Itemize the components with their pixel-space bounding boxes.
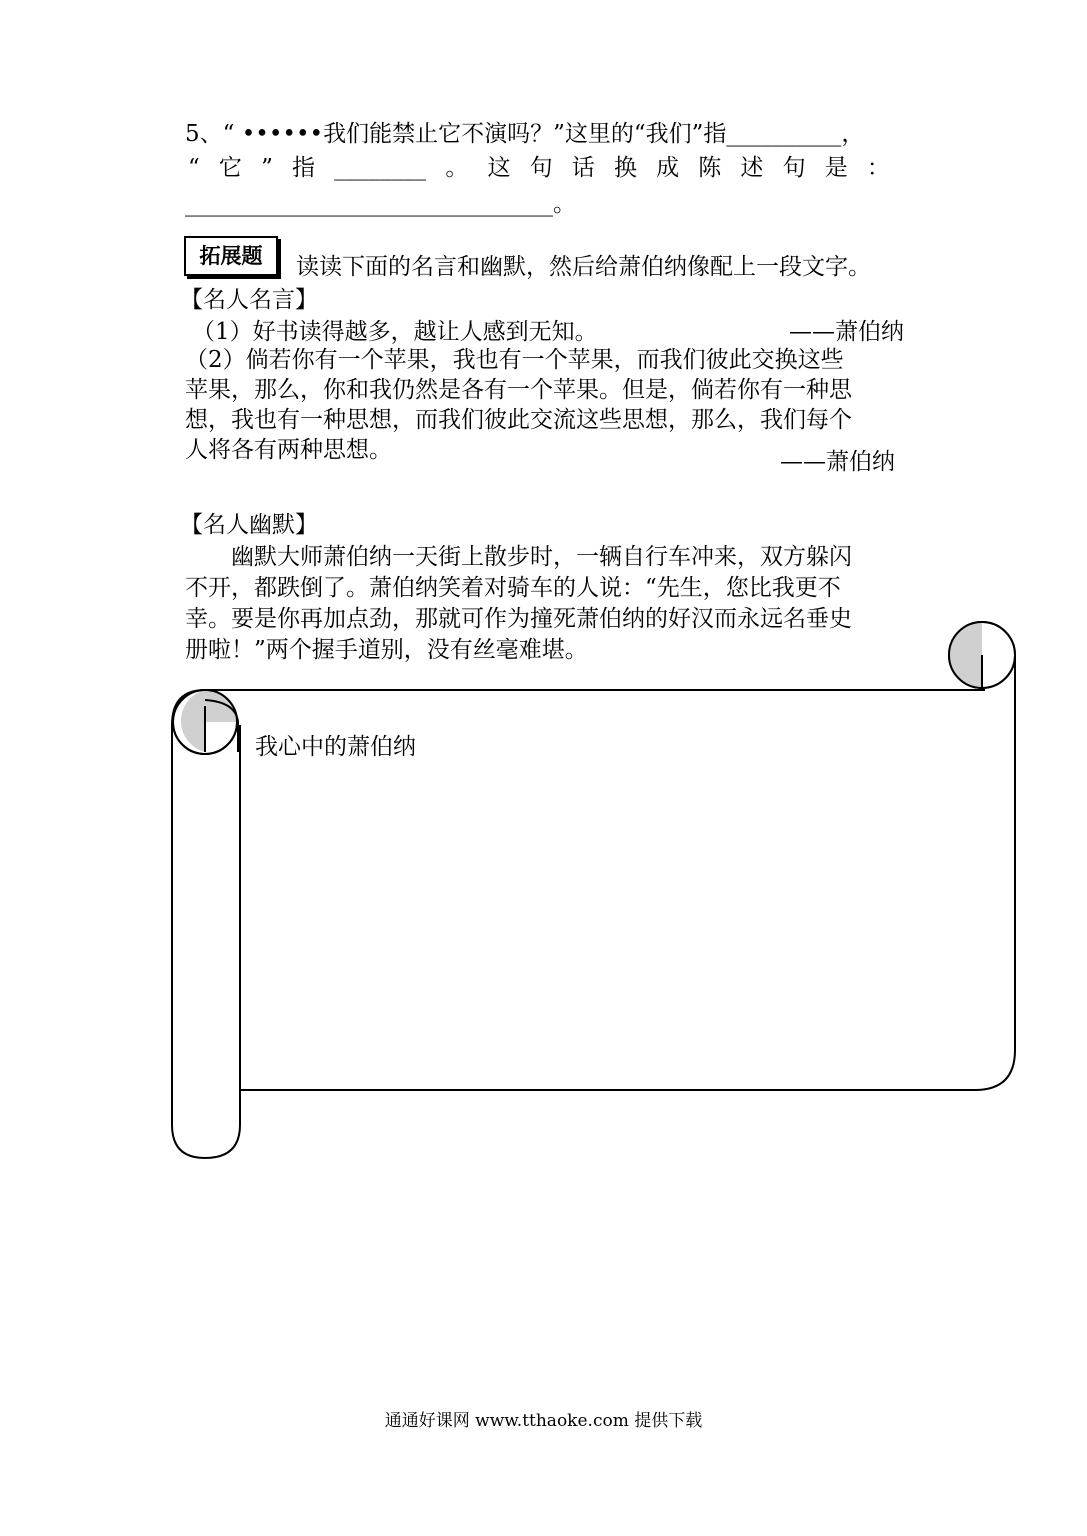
q5-blank: ________ xyxy=(334,155,427,181)
question-5-line-1: 5、“ ••••••我们能禁止它不演吗？”这里的“我们”指__________， xyxy=(185,121,865,147)
q5-char: 陈 xyxy=(698,155,722,181)
scroll-title: 我心中的萧伯纳 xyxy=(255,734,416,760)
question-5-line-3: ________________________________。 xyxy=(185,191,576,217)
scroll-right-edge xyxy=(240,655,1015,1090)
humor-line: 不开，都跌倒了。萧伯纳笑着对骑车的人说：“先生，您比我更不 xyxy=(185,575,841,601)
q5-char: 它 xyxy=(218,155,242,181)
quote-1-text: （1）好书读得越多，越让人感到无知。 xyxy=(192,319,598,345)
quote-1-attribution: ——萧伯纳 xyxy=(789,319,904,345)
q5-char: 指 xyxy=(292,155,315,181)
footer-source: 通通好课网 www.tthaoke.com 提供下载 xyxy=(384,1411,703,1431)
humor-line: 册啦！”两个握手道别，没有丝毫难堪。 xyxy=(185,637,588,663)
q5-char: 句 xyxy=(782,155,806,181)
q5-char: ： xyxy=(866,155,890,181)
q5-char: “ xyxy=(188,155,200,181)
scroll-right-curl-shade xyxy=(949,622,982,688)
q5-char: ” xyxy=(261,155,273,181)
humor-line: 幽默大师萧伯纳一天街上散步时，一辆自行车冲来，双方躲闪 xyxy=(185,544,852,570)
scroll-left-roll xyxy=(172,690,240,1158)
q5-char: 成 xyxy=(656,155,680,181)
q5-char: 换 xyxy=(613,155,637,181)
quote-2-line: 想，我也有一种思想，而我们彼此交流这些思想，那么，我们每个 xyxy=(185,407,852,433)
extension-badge: 拓展题 xyxy=(184,236,278,276)
humor-heading: 【名人幽默】 xyxy=(180,512,318,538)
quote-2-line: 人将各有两种思想。 xyxy=(185,437,392,463)
extension-instruction: 读读下面的名言和幽默，然后给萧伯纳像配上一段文字。 xyxy=(296,254,871,280)
quote-2-attribution: ——萧伯纳 xyxy=(780,449,895,475)
q5-char: 。 xyxy=(445,155,469,181)
quote-2-line: （2）倘若你有一个苹果，我也有一个苹果，而我们彼此交换这些 xyxy=(185,347,844,373)
q5-char: 这 xyxy=(487,155,511,181)
quotes-heading: 【名人名言】 xyxy=(180,287,318,313)
q5-char: 是 xyxy=(824,155,848,181)
q5-char: 话 xyxy=(571,155,595,181)
q5-char: 句 xyxy=(529,155,553,181)
q5-char: 述 xyxy=(740,155,764,181)
quote-2-line: 苹果，那么，你和我仍然是各有一个苹果。但是，倘若你有一种思 xyxy=(185,377,852,403)
humor-line: 幸。要是你再加点劲，那就可作为撞死萧伯纳的好汉而永远名垂史 xyxy=(185,606,852,632)
